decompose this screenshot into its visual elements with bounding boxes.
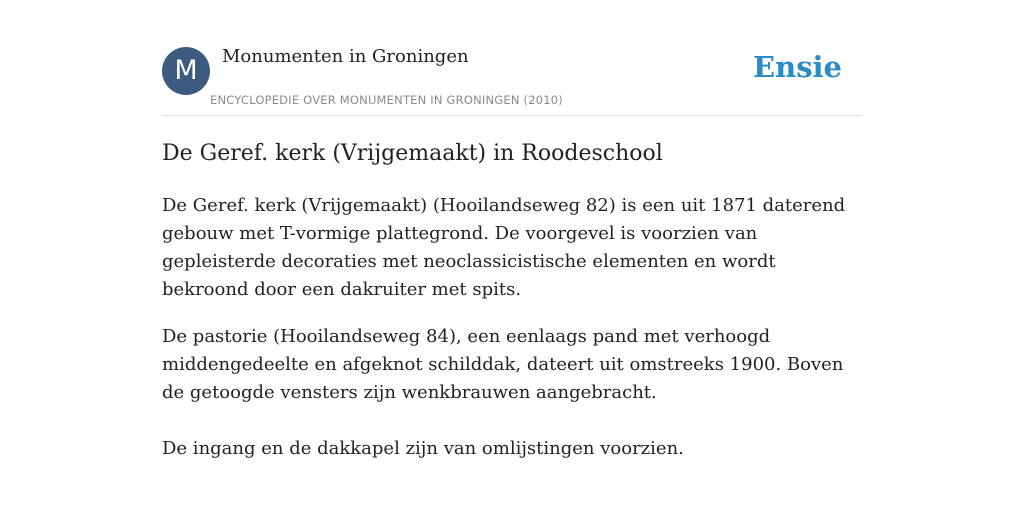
article-title: De Geref. kerk (Vrijgemaakt) in Roodeschool [162, 141, 663, 166]
article-body [162, 192, 862, 463]
source-title[interactable]: Monumenten in Groningen [222, 46, 469, 67]
article-paragraph: De pastorie (Hooilandseweg 84), een eenlaags pand met verhoogd middengedeelte en afgeknot schilddak, dateert uit omstreeks 1900. Boven de getoogde vensters zijn wenkbrauwen aangebracht. [162, 326, 844, 403]
source-subtitle: ENCYCLOPEDIE OVER MONUMENTEN IN GRONINGEN (2010) [210, 93, 563, 107]
source-avatar[interactable]: M [162, 47, 210, 95]
header-divider [162, 115, 862, 116]
article-paragraph: De ingang en de dakkapel zijn van omlijstingen voorzien. [162, 438, 684, 459]
article-card [162, 0, 862, 512]
article-paragraph: De Geref. kerk (Vrijgemaakt) (Hooilandseweg 82) is een uit 1871 daterend gebouw met T-vormige plattegrond. De voorgevel is voorzien van gepleisterde decoraties met neoclassicistische elementen en wordt bekroond door een dakruiter met spits. [162, 195, 846, 300]
ensie-logo[interactable]: Ensie [753, 50, 842, 84]
